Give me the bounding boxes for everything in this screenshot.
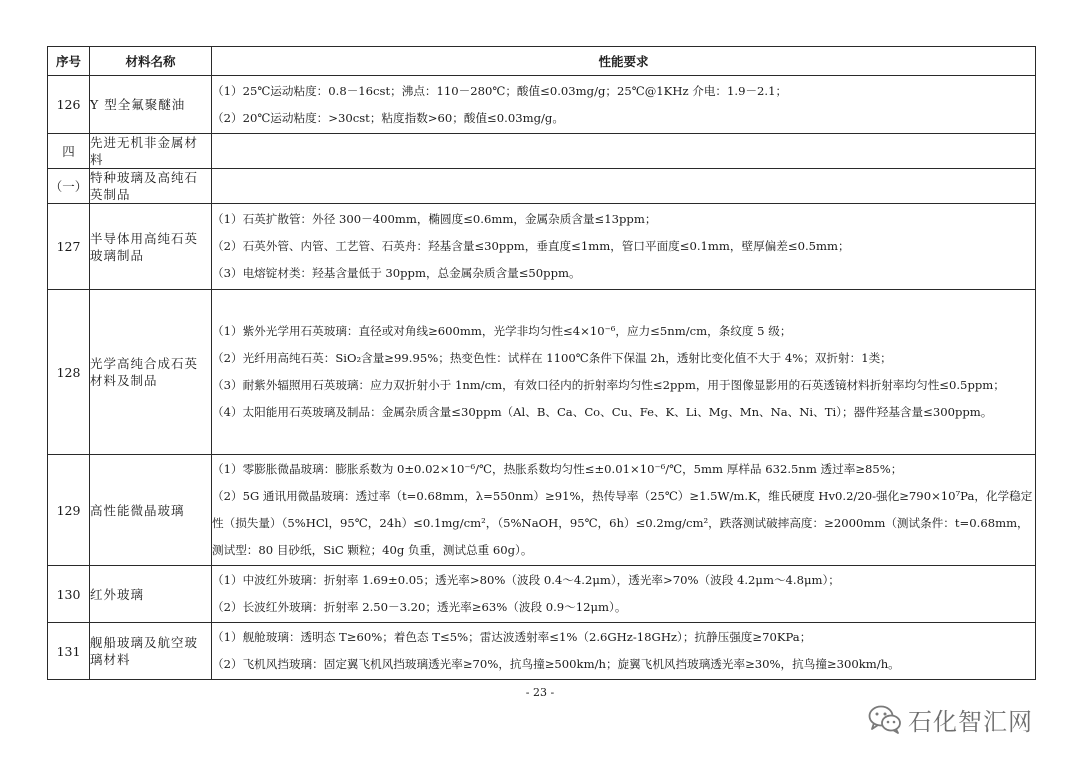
material-name: 舰船玻璃及航空玻璃材料	[90, 623, 212, 680]
requirement-line: （3）电熔锭材类：羟基含量低于 30ppm，总金属杂质含量≤50ppm。	[212, 266, 581, 280]
requirement-line: （1）中波红外玻璃：折射率 1.69±0.05；透光率>80%（波段 0.4～4.2μm），透光率>70%（波段 4.2μm～4.8μm）；	[212, 573, 840, 587]
table-row	[48, 290, 1036, 455]
row-number: 四	[48, 134, 90, 169]
table-header-row	[48, 47, 1036, 76]
table-row	[48, 623, 1036, 680]
requirement-line: （1）舰舱玻璃：透明态 T≥60%；着色态 T≤5%；雷达波透射率≤1%（2.6GHz-18GHz）；抗静压强度≥70KPa；	[212, 630, 812, 644]
wechat-icon	[868, 704, 902, 734]
requirements	[212, 76, 1036, 134]
material-name: 特种玻璃及高纯石英制品	[90, 169, 212, 204]
table-row	[48, 76, 1036, 134]
requirement-line: （2）长波红外玻璃：折射率 2.50－3.20；透光率≥63%（波段 0.9～12μm）。	[212, 600, 627, 614]
row-number: （一）	[48, 169, 90, 204]
material-name: 红外玻璃	[90, 566, 212, 623]
requirement-line: （1）零膨胀微晶玻璃：膨胀系数为 0±0.02×10⁻⁶/℃，热胀系数均匀性≤±0.01×10⁻⁶/℃，5mm 厚样品 632.5nm 透过率≥85%；	[212, 462, 903, 476]
table-row	[48, 566, 1036, 623]
table-row	[48, 204, 1036, 290]
requirements	[212, 134, 1036, 169]
requirements	[212, 566, 1036, 623]
requirement-line: （1）石英扩散管：外径 300－400mm，椭圆度≤0.6mm，金属杂质含量≤13ppm；	[212, 212, 657, 226]
material-name: 先进无机非金属材料	[90, 134, 212, 169]
material-name: 半导体用高纯石英玻璃制品	[90, 204, 212, 290]
row-number: 126	[48, 76, 90, 134]
requirement-line: （4）太阳能用石英玻璃及制品：金属杂质含量≤30ppm（Al、B、Ca、Co、Cu、Fe、K、Li、Mg、Mn、Na、Ni、Ti）；器件羟基含量≤300ppm。	[212, 405, 993, 419]
material-name: 高性能微晶玻璃	[90, 455, 212, 566]
requirements	[212, 623, 1036, 680]
material-name: Y 型全氟聚醚油	[90, 76, 212, 134]
header-req: 性能要求	[212, 47, 1036, 76]
requirement-line: （2）光纤用高纯石英：SiO₂含量≥99.95%；热变色性：试样在 1100℃条件下保温 2h，透射比变化值不大于 4%；双折射：1类；	[212, 351, 892, 365]
requirement-line: （2）5G 通讯用微晶玻璃：透过率（t=0.68mm，λ=550nm）≥91%，热传导率（25℃）≥1.5W/m.K，维氏硬度 Hv0.2/20-强化≥790×10⁷Pa，化学稳定性（损失量）（5%HCl，95℃，24h）≤0.1mg/cm²，（5%NaOH，95℃，6h）≤0.2mg/cm²，跌落测试破摔高度：≥2000mm（测试条件：t=0.68mm，测试型：80 目砂纸，SiC 颗粒；40g 负重，测试总重 60g）。	[212, 489, 1033, 557]
requirement-line: （1）紫外光学用石英玻璃：直径或对角线≥600mm，光学非均匀性≤4×10⁻⁶，应力≤5nm/cm，条纹度 5 级；	[212, 324, 792, 338]
requirement-line: （2）石英外管、内管、工艺管、石英舟：羟基含量≤30ppm，垂直度≤1mm，管口平面度≤0.1mm，壁厚偏差≤0.5mm；	[212, 239, 850, 253]
requirement-line: （3）耐紫外辐照用石英玻璃：应力双折射小于 1nm/cm，有效口径内的折射率均匀性≤2ppm，用于图像显影用的石英透镜材料折射率均匀性≤0.5ppm；	[212, 378, 1005, 392]
row-number: 129	[48, 455, 90, 566]
requirements	[212, 290, 1036, 455]
header-name: 材料名称	[90, 47, 212, 76]
row-number: 128	[48, 290, 90, 455]
requirements	[212, 169, 1036, 204]
table-row	[48, 134, 1036, 169]
requirements	[212, 455, 1036, 566]
requirement-line: （2）飞机风挡玻璃：固定翼飞机风挡玻璃透光率≥70%，抗鸟撞≥500km/h；旋翼飞机风挡玻璃透光率≥30%，抗鸟撞≥300km/h。	[212, 657, 900, 671]
row-number: 131	[48, 623, 90, 680]
page-number: - 23 -	[525, 686, 555, 699]
table-row	[48, 455, 1036, 566]
row-number: 130	[48, 566, 90, 623]
header-no: 序号	[48, 47, 90, 76]
material-name: 光学高纯合成石英材料及制品	[90, 290, 212, 455]
spec-table	[47, 46, 1036, 680]
requirement-line: （1）25℃运动粘度：0.8－16cst；沸点：110－280℃；酸值≤0.03mg/g；25℃@1KHz 介电：1.9－2.1；	[212, 83, 788, 98]
row-number: 127	[48, 204, 90, 290]
requirements	[212, 204, 1036, 290]
watermark-text: 石化智汇网	[908, 707, 1033, 736]
watermark	[868, 702, 1033, 736]
table-row	[48, 169, 1036, 204]
requirement-line: （2）20℃运动粘度：>30cst；粘度指数>60；酸值≤0.03mg/g。	[212, 110, 564, 125]
